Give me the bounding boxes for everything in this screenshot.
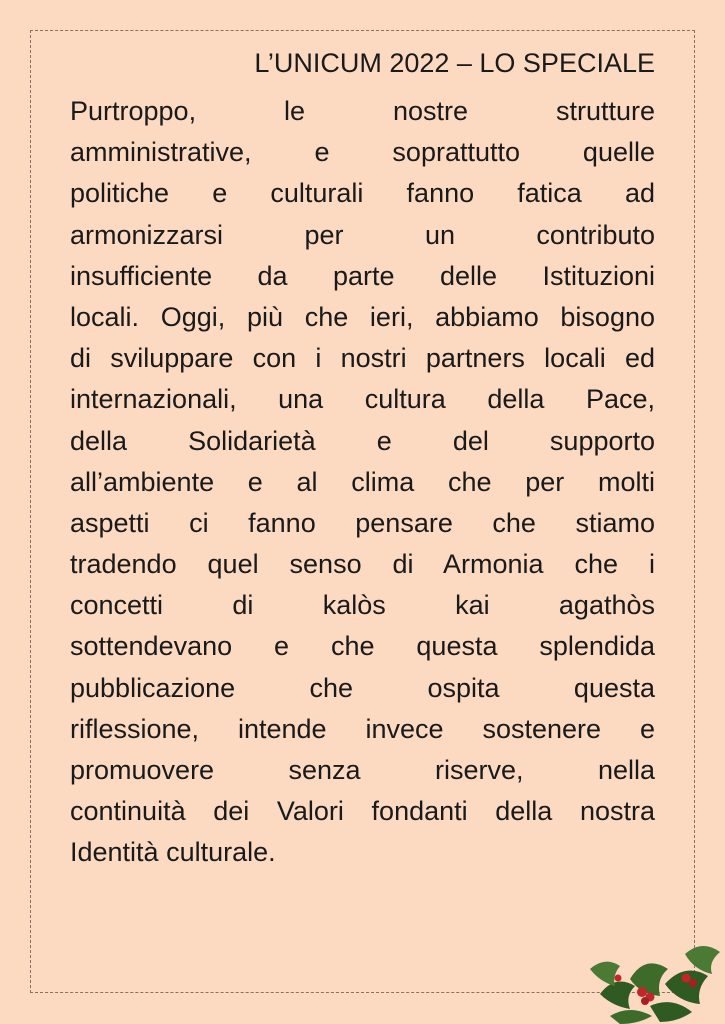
text-line-last: Identità culturale. xyxy=(70,837,276,868)
text-line: aspetti ci fanno pensare che stiamo xyxy=(70,507,655,538)
text-line: tradendo quel senso di Armonia che i xyxy=(70,549,655,580)
text-line: armonizzarsi per un contributo xyxy=(70,219,655,250)
holly-icon xyxy=(590,934,725,1024)
page-header: L’UNICUM 2022 – LO SPECIALE xyxy=(254,48,655,78)
text-line: di sviluppare con i nostri partners locali ed xyxy=(70,343,655,374)
text-line: amministrative, e soprattutto quelle xyxy=(70,137,655,168)
text-line: internazionali, una cultura della Pace, xyxy=(70,384,655,415)
text-line: continuità dei Valori fondanti della nostra xyxy=(70,796,655,827)
text-line: concetti di kalòs kai agathòs xyxy=(70,590,655,621)
text-line: all’ambiente e al clima che per molti xyxy=(70,466,655,497)
text-line: politiche e culturali fanno fatica ad xyxy=(70,178,655,209)
text-line: Purtroppo, le nostre strutture xyxy=(70,96,655,126)
text-line: promuovere senza riserve, nella xyxy=(70,755,655,785)
text-line: della Solidarietà e del supporto xyxy=(70,425,655,456)
body-paragraph xyxy=(70,91,655,874)
text-line: pubblicazione che ospita questa xyxy=(70,672,655,703)
text-line: riflessione, intende invece sostenere e xyxy=(70,713,655,744)
text-line: insufficiente da parte delle Istituzioni xyxy=(70,260,655,291)
text-line: sottendevano e che questa splendida xyxy=(70,631,655,662)
text-line: locali. Oggi, più che ieri, abbiamo bisogno xyxy=(70,301,655,332)
